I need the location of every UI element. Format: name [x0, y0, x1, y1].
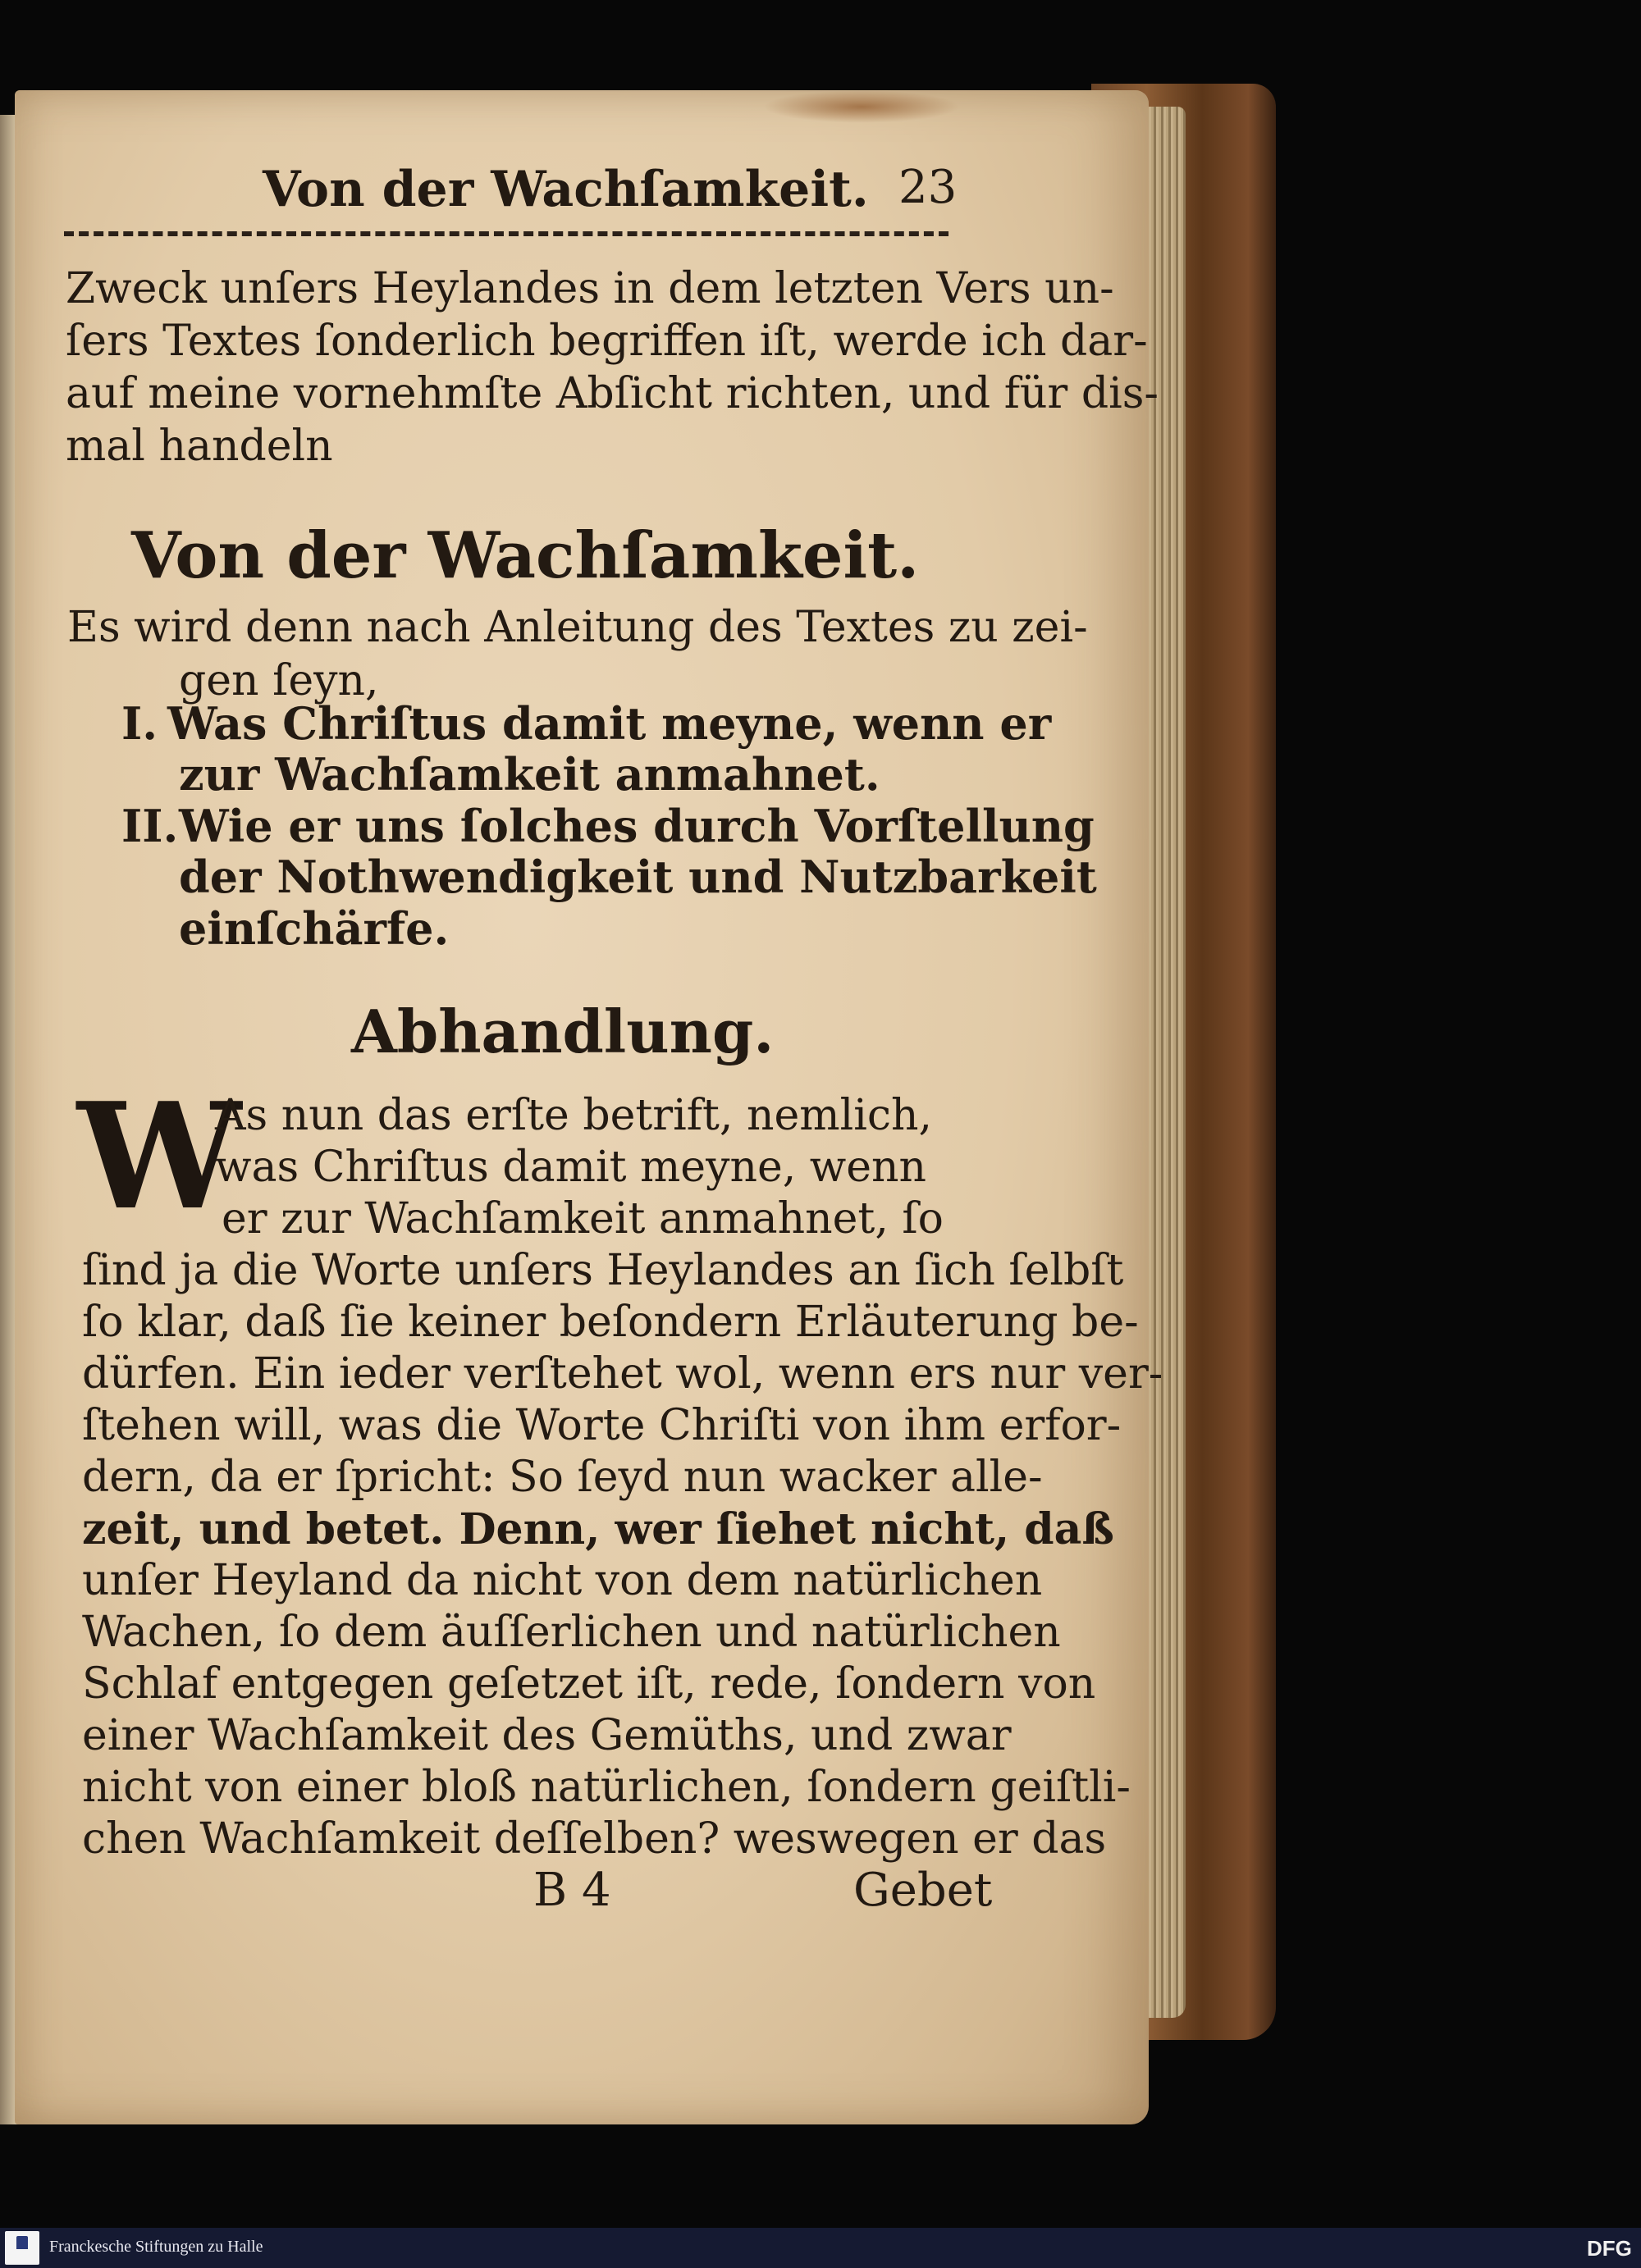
body-line: chen Wachſamkeit deſſelben? weswegen er das	[82, 1814, 1107, 1864]
institution-logo-icon	[5, 2231, 39, 2265]
body-line: er zur Wachſamkeit anmahnet, ſo	[222, 1194, 944, 1244]
catchword: Gebet	[853, 1864, 993, 1917]
body-line: ſind ja die Worte unſers Heylandes an ſich ſelbſt	[82, 1246, 1124, 1295]
item-line: Wie er uns ſolches durch Vorſtellung	[179, 800, 1095, 852]
item-line: einſchärfe.	[179, 902, 450, 955]
body-line: dern, da er ſpricht: So ſeyd nun wacker alle-	[82, 1453, 1043, 1502]
page-stain	[763, 90, 960, 123]
signature-mark: B 4	[533, 1864, 611, 1917]
body-line: zeit, und betet. Denn, wer ſiehet nicht, daß	[82, 1504, 1114, 1554]
body-line: ſtehen will, was die Worte Chriſti von ihm erfor-	[82, 1401, 1122, 1450]
item-numeral: II.	[121, 800, 179, 852]
body-line: dürfen. Ein ieder verſtehet wol, wenn ers nur ver-	[82, 1349, 1163, 1399]
body-line: Wachen, ſo dem äuſſerlichen und natürlichen	[82, 1608, 1061, 1657]
item-line: Was Chriſtus damit meyne, wenn er	[167, 697, 1052, 750]
outline-line: gen ſeyn,	[179, 656, 379, 705]
item-line: der Nothwendigkeit und Nutzbarkeit	[179, 851, 1097, 903]
institution-name: Franckesche Stiftungen zu Halle	[49, 2238, 263, 2256]
body-line: ſo klar, daß ſie keiner beſondern Erläuterung be-	[82, 1298, 1139, 1347]
intro-line: auf meine vornehmſte Abſicht richten, und für dis-	[66, 369, 1159, 418]
body-line: nicht von einer bloß natürlichen, ſondern geiſtli-	[82, 1763, 1131, 1812]
intro-line: ſers Textes ſonderlich begriffen iſt, werde ich dar-	[66, 317, 1148, 366]
body-line: was Chriſtus damit meyne, wenn	[215, 1143, 927, 1192]
body-line: As nun das erſte betrift, nemlich,	[215, 1091, 932, 1140]
footer-bar	[0, 2228, 1641, 2268]
intro-line: Zweck unſers Heylandes in dem letzten Vers un-	[66, 264, 1114, 313]
drop-cap: W	[77, 1070, 241, 1242]
section-heading: Von der Wachſamkeit.	[131, 518, 920, 593]
body-line: einer Wachſamkeit des Gemüths, und zwar	[82, 1711, 1012, 1760]
body-line: Schlaf entgegen geſetzet iſt, rede, ſondern von	[82, 1659, 1096, 1709]
intro-line: mal handeln	[66, 422, 333, 471]
item-numeral: I.	[121, 697, 158, 750]
body-line: unſer Heyland da nicht von dem natürlichen	[82, 1556, 1043, 1605]
treatise-heading: Abhandlung.	[351, 997, 775, 1066]
dfg-logo: DFG	[1587, 2236, 1632, 2261]
header-rule	[64, 231, 948, 236]
page-number: 23	[898, 161, 958, 214]
item-line: zur Wachſamkeit anmahnet.	[179, 748, 880, 801]
outline-line: Es wird denn nach Anleitung des Textes zu zei-	[67, 603, 1088, 652]
running-head: Von der Wachſamkeit.	[263, 161, 869, 218]
